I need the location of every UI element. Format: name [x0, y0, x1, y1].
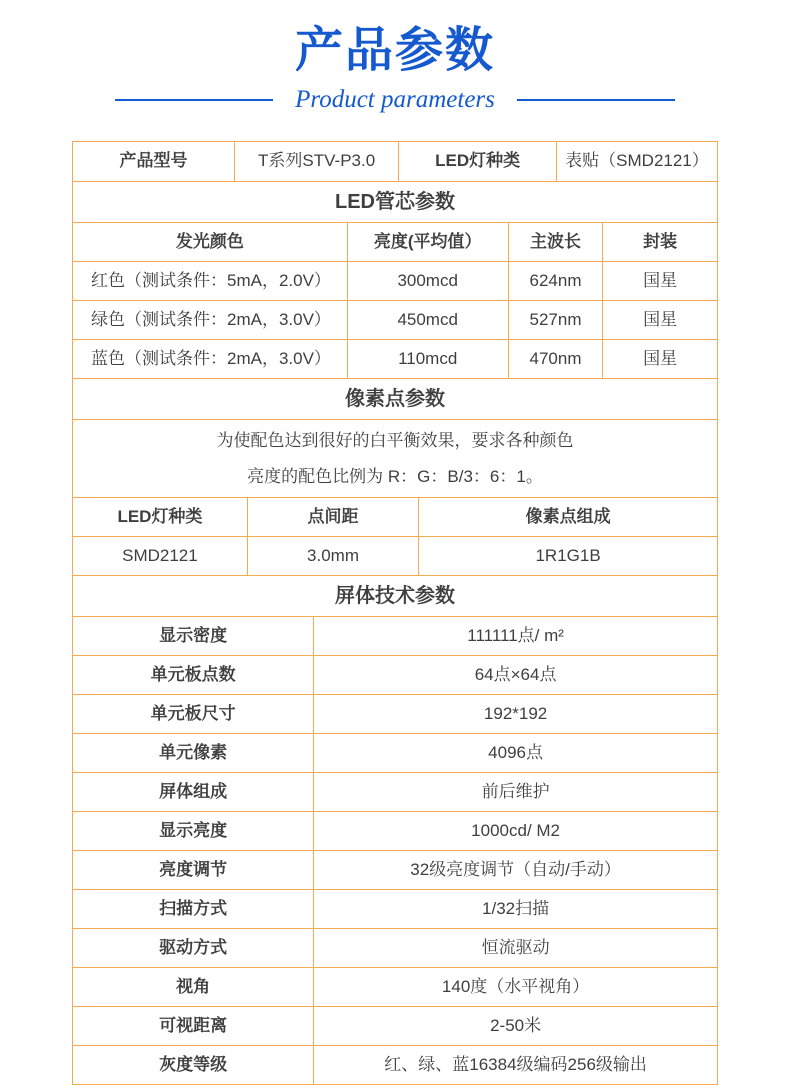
pixel-header-row: [73, 497, 717, 536]
spec-value: 64点×64点: [313, 656, 717, 694]
chip-brightness-cell: 110mcd: [347, 340, 508, 378]
chip-col-header: 主波长: [508, 223, 603, 261]
spec-label: 单元板尺寸: [150, 703, 236, 723]
led-type-label: LED灯种类: [398, 142, 556, 181]
spec-label: 视角: [176, 976, 211, 996]
spec-row-display-density: [73, 616, 717, 655]
spec-row-view-angle: [73, 967, 717, 1006]
chip-brightness-cell: 450mcd: [347, 301, 508, 339]
spec-row-module-dots: [73, 655, 717, 694]
spec-label: 单元板点数: [150, 664, 236, 684]
chip-brightness-cell: 300mcd: [347, 262, 508, 300]
pixel-col-header: 点间距: [247, 498, 418, 536]
chip-color-cell: 红色（测试条件：5mA，2.0V）: [91, 270, 331, 290]
spec-value: 2-50米: [313, 1007, 717, 1045]
spec-row-scan-mode: [73, 889, 717, 928]
page-header: [0, 0, 790, 114]
spec-label: 显示密度: [159, 625, 228, 645]
pixel-pitch-value: 3.0mm: [247, 537, 418, 575]
spec-row-module-size: [73, 694, 717, 733]
spec-row-gray-scale: [73, 1045, 717, 1084]
screen-section-title: 屏体技术参数: [335, 584, 455, 607]
chip-row-red: [73, 261, 717, 300]
white-balance-note: [73, 420, 717, 497]
chip-wavelength-cell: 624nm: [508, 262, 603, 300]
chip-section-title-row: [73, 181, 717, 222]
spec-row-screen-composition: [73, 772, 717, 811]
pixel-led-type-value: SMD2121: [122, 545, 198, 565]
pixel-section-title: 像素点参数: [345, 387, 445, 410]
spec-label: 亮度调节: [159, 859, 228, 879]
chip-row-green: [73, 300, 717, 339]
spec-value: 1000cd/ M2: [313, 812, 717, 850]
spec-value: 140度（水平视角）: [313, 968, 717, 1006]
subtitle-left-line: [115, 99, 273, 101]
spec-table: [72, 141, 718, 1085]
spec-label: 单元像素: [159, 742, 228, 762]
pixel-value-row: [73, 536, 717, 575]
chip-color-cell: 蓝色（测试条件：2mA，3.0V）: [91, 348, 331, 368]
page-subtitle: Product parameters: [295, 86, 495, 114]
spec-value: 红、绿、蓝16384级编码256级输出: [313, 1046, 717, 1084]
page-subtitle-row: [0, 86, 790, 114]
spec-value: 111111点/ m²: [313, 617, 717, 655]
chip-col-header: 亮度(平均值）: [347, 223, 508, 261]
spec-value: 1/32扫描: [313, 890, 717, 928]
white-balance-note-row: [73, 419, 717, 497]
spec-row-view-distance: [73, 1006, 717, 1045]
chip-color-cell: 绿色（测试条件：2mA，3.0V）: [91, 309, 331, 329]
spec-value: 4096点: [313, 734, 717, 772]
chip-row-blue: [73, 339, 717, 378]
spec-label: 灰度等级: [159, 1054, 228, 1074]
spec-value: 前后维护: [313, 773, 717, 811]
spec-row-display-brightness: [73, 811, 717, 850]
chip-package-cell: 国星: [602, 340, 717, 378]
spec-label: 屏体组成: [159, 781, 228, 801]
pixel-col-header: 像素点组成: [418, 498, 717, 536]
model-label: 产品型号: [119, 151, 188, 171]
spec-value: 192*192: [313, 695, 717, 733]
white-balance-note-line2: 亮度的配色比例为 R：G：B/3：6：1。: [247, 466, 543, 486]
spec-label: 扫描方式: [159, 898, 228, 918]
spec-value: 恒流驱动: [313, 929, 717, 967]
screen-section-title-row: [73, 575, 717, 616]
chip-wavelength-cell: 527nm: [508, 301, 603, 339]
spec-label: 可视距离: [159, 1015, 228, 1035]
model-value: T系列STV-P3.0: [234, 142, 398, 181]
chip-package-cell: 国星: [602, 262, 717, 300]
chip-header-row: [73, 222, 717, 261]
spec-row-brightness-adjust: [73, 850, 717, 889]
chip-col-header: 发光颜色: [175, 231, 244, 251]
pixel-section-title-row: [73, 378, 717, 419]
spec-label: 显示亮度: [159, 820, 228, 840]
chip-wavelength-cell: 470nm: [508, 340, 603, 378]
subtitle-right-line: [517, 99, 675, 101]
spec-row-module-pixels: [73, 733, 717, 772]
spec-value: 32级亮度调节（自动/手动）: [313, 851, 717, 889]
chip-package-cell: 国星: [602, 301, 717, 339]
white-balance-note-line1: 为使配色达到很好的白平衡效果，要求各种颜色: [216, 431, 574, 451]
spec-label: 驱动方式: [159, 937, 228, 957]
chip-col-header: 封装: [602, 223, 717, 261]
pixel-composition-value: 1R1G1B: [418, 537, 717, 575]
led-type-value: 表贴（SMD2121）: [556, 142, 717, 181]
chip-section-title: LED管芯参数: [335, 190, 455, 213]
pixel-col-header: LED灯种类: [117, 506, 203, 526]
page-title: 产品参数: [294, 24, 495, 77]
model-row: [73, 142, 717, 181]
spec-row-drive-mode: [73, 928, 717, 967]
